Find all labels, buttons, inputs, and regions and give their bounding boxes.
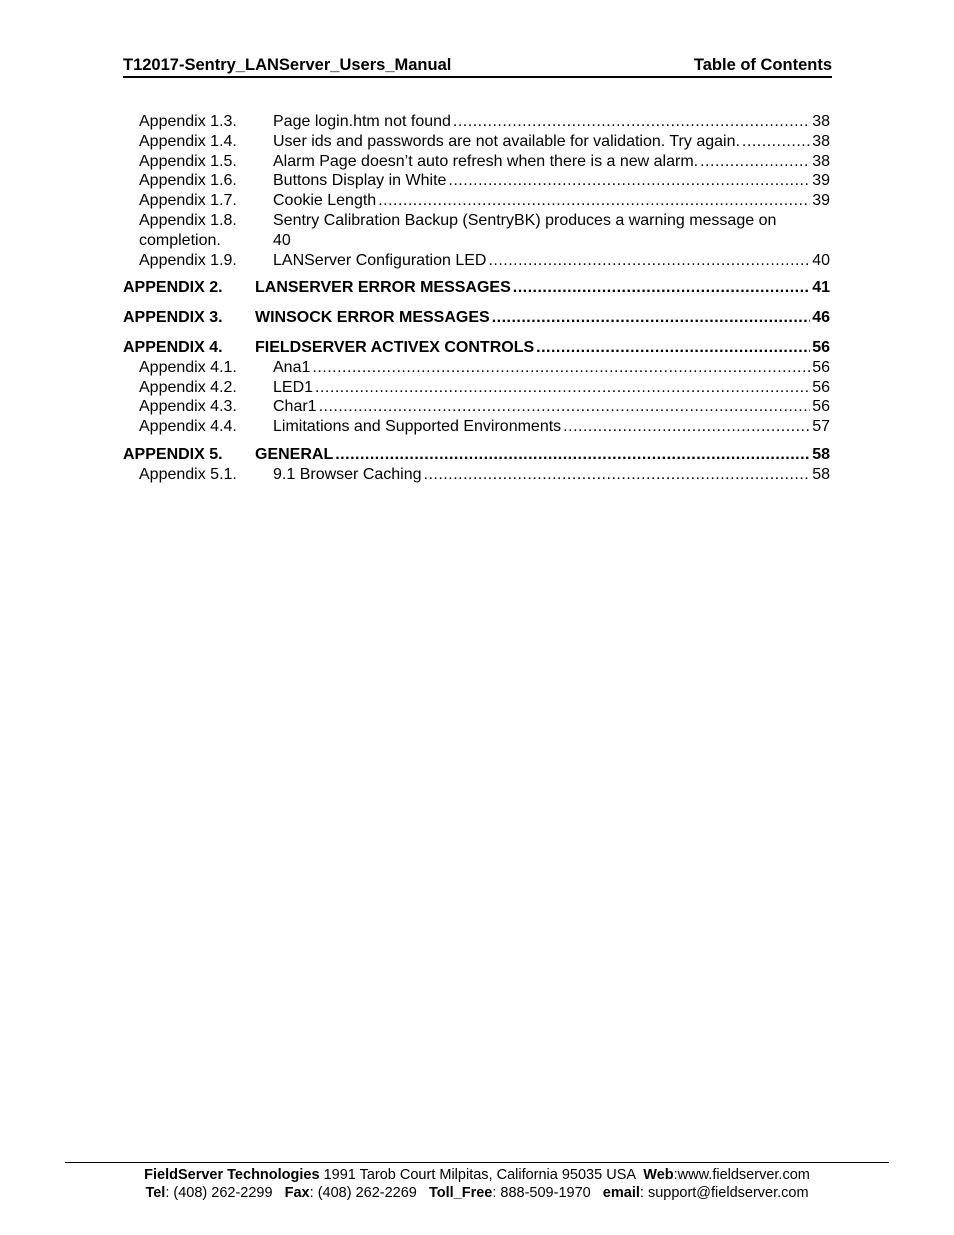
- toc-entry-title: User ids and passwords are not available for validation. Try again.: [273, 132, 740, 150]
- footer-tel-label: Tel: [145, 1185, 166, 1201]
- toc-entry-title: Limitations and Supported Environments: [273, 418, 562, 436]
- footer-fax-label: Fax: [284, 1185, 310, 1201]
- toc-section-page: 41: [812, 279, 830, 297]
- toc-entry-title: 9.1 Browser Caching: [273, 465, 422, 483]
- toc-section-page: 46: [812, 309, 830, 327]
- toc-entry-page: 40: [812, 251, 830, 269]
- toc-leader-dots: [700, 152, 810, 172]
- toc-section-number: APPENDIX 2.: [123, 279, 223, 297]
- toc-section-number: APPENDIX 3.: [123, 309, 223, 327]
- toc-leader-dots: [335, 445, 810, 465]
- toc-entry-page: 56: [812, 358, 830, 376]
- toc-entry-title: Char1: [273, 398, 317, 416]
- toc-leader-dots: [488, 251, 810, 271]
- page-header: [123, 56, 832, 78]
- toc-entry-number: Appendix 1.6.: [139, 172, 237, 190]
- toc-entry[interactable]: [139, 358, 830, 378]
- toc-entry-title: LED1: [273, 378, 314, 396]
- toc-leader-dots: [378, 191, 810, 211]
- toc-entry-title: Alarm Page doesn’t auto refresh when there is a new alarm.: [273, 152, 699, 170]
- toc-entry-page: 56: [812, 378, 830, 396]
- toc-leader-dots: [315, 378, 810, 398]
- toc-entry[interactable]: [139, 397, 830, 417]
- toc-entry[interactable]: [139, 191, 830, 211]
- footer-email-label: email: [602, 1185, 640, 1201]
- footer-tel-value: : (408) 262-2299: [165, 1185, 285, 1201]
- toc-section-page: 56: [812, 338, 830, 356]
- toc-section-title: FIELDSERVER ACTIVEX CONTROLS: [255, 338, 535, 356]
- toc-leader-dots: [312, 358, 810, 378]
- toc-entry-number: Appendix 4.2.: [139, 378, 237, 396]
- toc-entry-page: 58: [812, 465, 830, 483]
- toc-entry[interactable]: [139, 211, 830, 231]
- footer-tollfree-value: : 888-509-1970: [492, 1185, 603, 1201]
- toc-entry-page: 38: [812, 113, 830, 130]
- footer-address: 1991 Tarob Court Milpitas, California 95035 USA: [319, 1167, 644, 1183]
- toc-entry-number: Appendix 4.4.: [139, 418, 237, 436]
- toc-entry-number: Appendix 1.8.: [139, 211, 237, 229]
- toc-entry[interactable]: [139, 251, 830, 271]
- footer-line-2: [0, 1184, 954, 1202]
- toc-section-page: 58: [812, 445, 830, 463]
- footer-web-value: :www.fieldserver.com: [673, 1167, 810, 1183]
- toc-section-title: WINSOCK ERROR MESSAGES: [255, 309, 490, 327]
- toc-entry[interactable]: [139, 378, 830, 398]
- toc-entry[interactable]: [139, 465, 830, 485]
- toc-entry-title: LANServer Configuration LED: [273, 251, 487, 269]
- toc-entry-number: Appendix 1.9.: [139, 251, 237, 269]
- section-title: Table of Contents: [693, 56, 832, 74]
- toc-leader-dots: [536, 338, 810, 358]
- toc-entry[interactable]: [139, 112, 830, 132]
- toc-entry-page: 56: [812, 398, 830, 416]
- toc-entry-number: Appendix 1.4.: [139, 132, 237, 150]
- footer-line-1: [0, 1166, 954, 1184]
- footer-web-label: Web: [643, 1167, 674, 1183]
- document-title: T12017-Sentry_LANServer_Users_Manual: [123, 56, 452, 74]
- toc-entry-page: 57: [812, 418, 830, 436]
- toc-section-number: APPENDIX 4.: [123, 338, 223, 356]
- toc-entry-title: Sentry Calibration Backup (SentryBK) produces a warning message on: [273, 211, 777, 229]
- table-of-contents: [0, 112, 954, 485]
- toc-section-number: APPENDIX 5.: [123, 445, 223, 463]
- toc-entry-title: Page login.htm not found: [273, 113, 451, 130]
- toc-entry-page: 38: [812, 132, 830, 150]
- toc-entry-title: Buttons Display in White: [273, 172, 447, 190]
- toc-leader-dots: [319, 397, 811, 417]
- toc-entry[interactable]: [139, 152, 830, 172]
- toc-leader-dots: [448, 171, 810, 191]
- toc-entry-continuation[interactable]: [139, 231, 830, 251]
- toc-entry[interactable]: [139, 417, 830, 437]
- footer-email-value: : support@fieldserver.com: [639, 1185, 809, 1201]
- toc-entry-page: 40: [273, 231, 291, 249]
- toc-leader-dots: [453, 112, 810, 132]
- footer-company: FieldServer Technologies: [144, 1167, 320, 1183]
- toc-entry-title: Cookie Length: [273, 192, 377, 210]
- toc-entry[interactable]: [139, 132, 830, 152]
- toc-entry-page: 38: [812, 152, 830, 170]
- footer-fax-value: : (408) 262-2269: [309, 1185, 429, 1201]
- page-footer: [0, 1166, 954, 1202]
- toc-entry-number: Appendix 5.1.: [139, 465, 237, 483]
- toc-leader-dots: [513, 278, 810, 298]
- toc-entry-page: 39: [812, 192, 830, 210]
- toc-section[interactable]: [123, 278, 830, 298]
- toc-entry-page: 39: [812, 172, 830, 190]
- toc-section[interactable]: [123, 445, 830, 465]
- toc-entry-number-continuation: completion.: [139, 231, 221, 249]
- toc-entry-number: Appendix 4.3.: [139, 398, 237, 416]
- footer-tollfree-label: Toll_Free: [428, 1185, 493, 1201]
- toc-section[interactable]: [123, 338, 830, 358]
- toc-entry-number: Appendix 4.1.: [139, 358, 237, 376]
- toc-entry[interactable]: [139, 171, 830, 191]
- toc-entry-number: Appendix 1.7.: [139, 192, 237, 210]
- toc-leader-dots: [492, 308, 811, 328]
- footer-divider: [65, 1162, 889, 1163]
- toc-section-title: GENERAL: [255, 445, 334, 463]
- toc-section-title: LANSERVER ERROR MESSAGES: [255, 279, 511, 297]
- toc-entry-number: Appendix 1.3.: [139, 113, 237, 130]
- toc-leader-dots: [742, 132, 810, 152]
- toc-entry-number: Appendix 1.5.: [139, 152, 237, 170]
- toc-leader-dots: [424, 465, 811, 485]
- toc-entry-title: Ana1: [273, 358, 311, 376]
- toc-section[interactable]: [123, 308, 830, 328]
- toc-leader-dots: [563, 417, 810, 437]
